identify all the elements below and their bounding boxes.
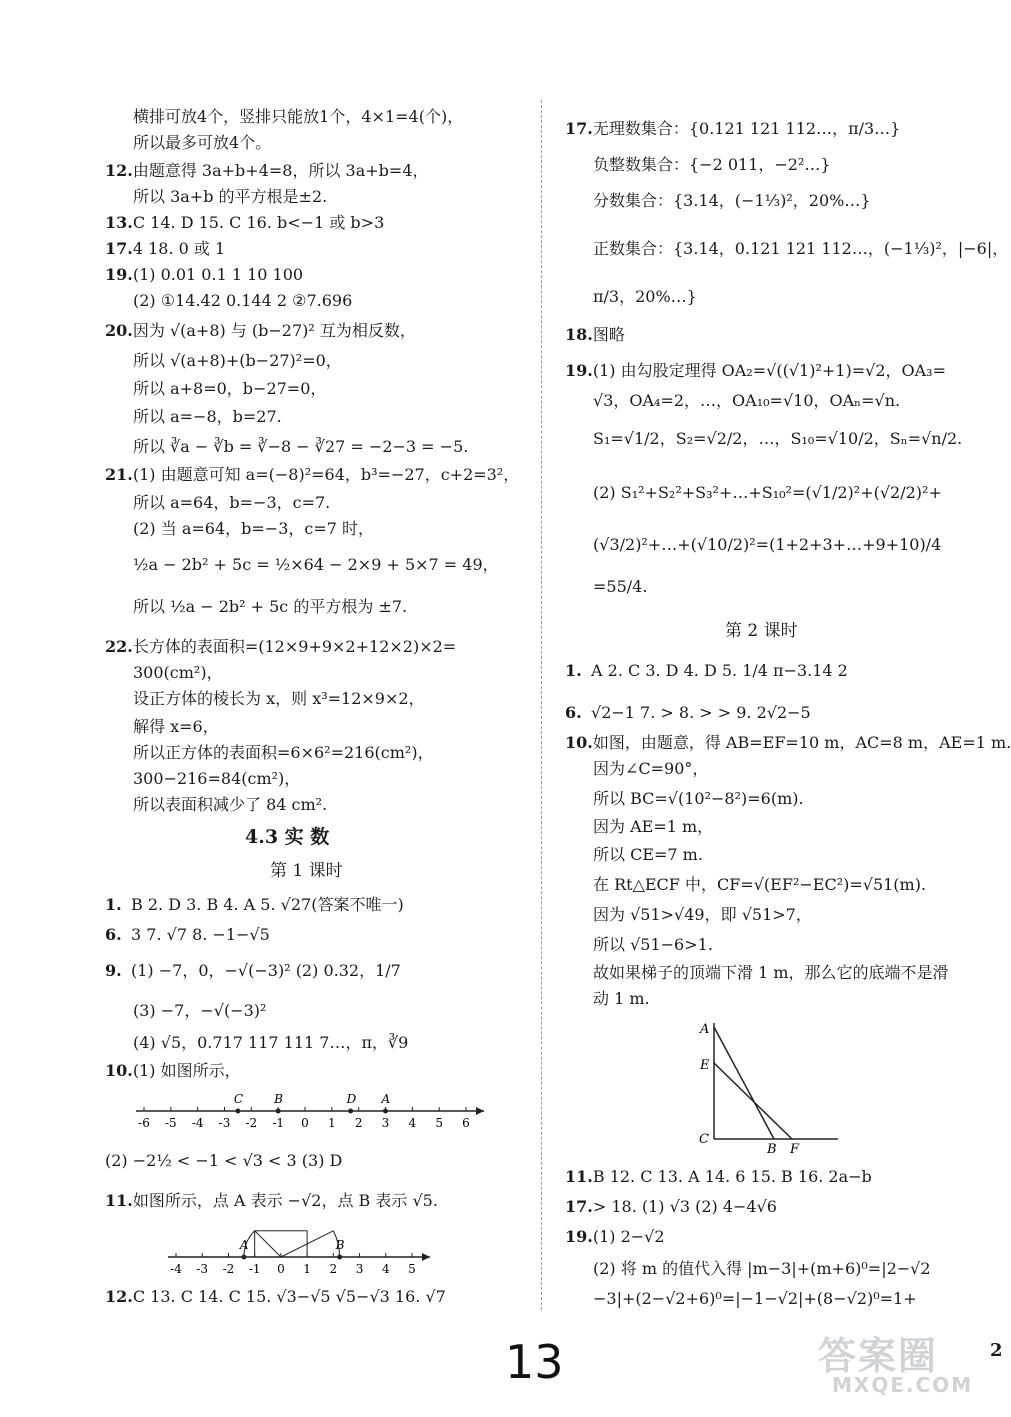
answer-line <box>565 360 946 382</box>
answer-line <box>105 436 468 458</box>
answer-line <box>105 768 300 790</box>
question-number: 12. <box>105 161 133 180</box>
answer-text: 横排可放4个，竖排只能放1个，4×1=4(个)， <box>133 107 464 126</box>
answer-text: 4 18. 0 或 1 <box>132 239 226 258</box>
answer-text: (2) −2½ < −1 < √3 < 3 (3) D <box>105 1151 343 1170</box>
tick-label: 4 <box>408 1116 417 1130</box>
answer-text: 所以 √(a+8)+(b−27)²=0， <box>133 351 342 370</box>
point-label: A <box>381 1092 391 1106</box>
answer-line <box>725 620 798 642</box>
answer-text: 设正方体的棱长为 x，则 x³=12×9×2， <box>133 689 425 708</box>
answer-text: (4) √5，0.717 117 111 7…，π，∛9 <box>133 1033 409 1052</box>
tick-label: -5 <box>164 1116 177 1130</box>
watermark-logo-text: 答案圈 <box>818 1334 939 1378</box>
answer-line <box>105 636 456 658</box>
point-label: D <box>346 1092 357 1106</box>
answer-text: (2) 当 a=64，b=−3，c=7 时， <box>133 519 375 538</box>
answer-text: A 2. C 3. D 4. D 5. 1/4 π−3.14 2 <box>591 661 848 680</box>
ladder-diagram <box>690 1015 850 1155</box>
question-number: 20. <box>105 321 133 340</box>
answer-line <box>565 660 848 682</box>
question-number: 17. <box>565 119 593 138</box>
answer-line <box>565 816 713 838</box>
answer-text: 3 7. √7 8. −1−√5 <box>131 925 270 944</box>
point-marker <box>348 1109 353 1114</box>
label-e: E <box>700 1058 710 1073</box>
answer-text: (3) −7，−√(−3)² <box>133 1001 267 1020</box>
answer-text: 因为∠C=90°， <box>593 759 709 778</box>
answer-text: 无理数集合：{0.121 121 112…，π/3…} <box>592 119 901 138</box>
answer-text: (1) −7，0，−√(−3)² (2) 0.32，1/7 <box>131 961 401 980</box>
answer-line <box>565 1226 665 1248</box>
answer-text: 所以 ½a − 2b² + 5c 的平方根为 ±7. <box>133 597 408 616</box>
point-label: A <box>239 1238 249 1252</box>
question-number: 19. <box>565 1227 593 1246</box>
question-number: 12. <box>105 1287 133 1306</box>
answer-line <box>105 596 407 618</box>
label-c: C <box>699 1132 709 1147</box>
answer-line <box>105 960 401 982</box>
answer-text: 所以 a=64，b=−3，c=7. <box>133 493 331 512</box>
answer-text: 第 2 课时 <box>725 621 798 641</box>
answer-line <box>565 934 713 956</box>
answer-line <box>105 238 225 260</box>
answer-text: 因为 √(a+8) 与 (b−27)² 互为相反数， <box>132 321 416 340</box>
answer-text: > 18. (1) √3 (2) 4−4√6 <box>592 1197 777 1216</box>
tick-label: -2 <box>222 1262 235 1276</box>
tick-label: 2 <box>329 1262 338 1276</box>
point-marker <box>235 1109 240 1114</box>
column-divider <box>541 100 542 1310</box>
answer-line <box>105 894 404 916</box>
tick-label: 3 <box>381 1116 390 1130</box>
tick-label: -4 <box>170 1262 182 1276</box>
answer-line <box>105 688 425 710</box>
answer-text: (1) 0.01 0.1 1 10 100 <box>132 265 304 284</box>
answer-line <box>105 320 416 342</box>
answer-line <box>565 1258 931 1280</box>
tick-label: 4 <box>381 1262 390 1276</box>
diagonal-left <box>255 1231 281 1257</box>
answer-line <box>565 118 900 140</box>
answer-line <box>105 554 499 576</box>
answer-line <box>565 1196 777 1218</box>
answer-line <box>105 350 342 372</box>
answer-text: 如图所示，点 A 表示 −√2，点 B 表示 √5. <box>132 1191 438 1210</box>
question-number: 1. <box>565 661 582 680</box>
answer-line <box>105 794 327 816</box>
tick-label: 0 <box>277 1262 285 1276</box>
answer-text: C 14. D 15. C 16. b<−1 或 b>3 <box>132 213 385 232</box>
question-number: 18. <box>565 325 593 344</box>
tick-label: 1 <box>303 1262 311 1276</box>
point-label: B <box>335 1238 345 1252</box>
answer-text: S₁=√1/2，S₂=√2/2，…，S₁₀=√10/2，Sₙ=√n/2. <box>593 429 963 448</box>
answer-line <box>105 160 429 182</box>
point-label: C <box>233 1092 244 1106</box>
question-number: 9. <box>105 961 122 980</box>
answer-line <box>105 1032 408 1054</box>
answer-line <box>105 924 270 946</box>
section-heading: 4.3 实 数 <box>245 826 330 848</box>
answer-line <box>565 576 647 598</box>
axis-arrow <box>476 1107 484 1115</box>
answer-text: π/3，20%…} <box>593 287 697 306</box>
answer-line <box>565 732 1011 754</box>
axis-arrow <box>422 1253 430 1261</box>
question-number: 1. <box>105 895 122 914</box>
answer-text: (√3/2)²+…+(√10/2)²=(1+2+3+…+9+10)/4 <box>593 535 942 554</box>
number-line-2 <box>158 1215 458 1280</box>
point-marker <box>276 1109 281 1114</box>
tick-label: 2 <box>354 1116 363 1130</box>
number-line-1 <box>128 1085 488 1135</box>
answer-line <box>105 518 374 540</box>
label-a: A <box>700 1022 710 1037</box>
answer-text: (1) 由勾股定理得 OA₂=√((√1)²+1)=√2，OA₃= <box>592 361 946 380</box>
answer-line <box>105 1060 241 1082</box>
answer-text: 所以 3a+b 的平方根是±2. <box>133 187 328 206</box>
answer-text: −3|+(2−√2+6)⁰=|−1−√2|+(8−√2)⁰=1+ <box>593 1289 917 1308</box>
answer-text: 所以 √51−6>1. <box>593 935 713 954</box>
answer-text: (2) ①14.42 0.144 2 ②7.696 <box>133 291 353 310</box>
label-f: F <box>790 1142 800 1157</box>
answer-line <box>105 716 219 738</box>
answer-text: ½a − 2b² + 5c = ½×64 − 2×9 + 5×7 = 49， <box>133 555 499 574</box>
answer-text: 如图，由题意，得 AB=EF=10 m，AC=8 m，AE=1 m. <box>592 733 1011 752</box>
answer-text: 动 1 m. <box>593 989 650 1008</box>
tick-label: 5 <box>435 1116 443 1130</box>
answer-text: 长方体的表面积=(12×9+9×2+12×2)×2= <box>132 637 457 656</box>
answer-text: =55/4. <box>593 577 648 596</box>
answer-line <box>105 662 223 684</box>
question-number: 22. <box>105 637 133 656</box>
question-number: 10. <box>565 733 593 752</box>
answer-line <box>565 154 831 176</box>
question-number: 17. <box>105 239 133 258</box>
answer-text: B 2. D 3. B 4. A 5. √27(答案不唯一) <box>131 895 404 914</box>
answer-text: (1) 由题意可知 a=(−8)²=64，b³=−27，c+2=3²， <box>132 465 520 484</box>
page-number: 2 <box>990 1340 1003 1361</box>
answer-line <box>565 962 949 984</box>
point-marker <box>383 1109 388 1114</box>
answer-line <box>565 702 811 724</box>
answer-line <box>105 378 326 400</box>
tick-label: 3 <box>355 1262 364 1276</box>
answer-line <box>105 742 434 764</box>
answer-line <box>105 1000 266 1022</box>
answer-line <box>565 844 703 866</box>
answer-text: √3，OA₄=2，…，OA₁₀=√10，OAₙ=√n. <box>593 391 901 410</box>
answer-text: 解得 x=6， <box>133 717 219 736</box>
answer-text: 所以 BC=√(10²−8²)=6(m). <box>593 789 804 808</box>
answer-line <box>565 1288 917 1310</box>
answer-text: (1) 如图所示， <box>132 1061 241 1080</box>
tick-label: -3 <box>196 1262 209 1276</box>
answer-text: 因为 √51>√49，即 √51>7， <box>593 905 812 924</box>
answer-line <box>565 238 1008 260</box>
answer-text: 图略 <box>592 325 625 344</box>
answer-text: 分数集合：{3.14，(−1⅓)²，20%…} <box>593 191 871 210</box>
answer-line <box>105 264 303 286</box>
tick-label: -1 <box>248 1262 261 1276</box>
answer-text: 300−216=84(cm²)， <box>133 769 301 788</box>
answer-text: 所以表面积减少了 84 cm². <box>133 795 328 814</box>
question-number: 11. <box>565 1167 593 1186</box>
answer-line <box>565 534 941 556</box>
answer-line <box>565 904 812 926</box>
tick-label: -4 <box>191 1116 204 1130</box>
tick-label: -3 <box>218 1116 231 1130</box>
tick-label: 1 <box>328 1116 336 1130</box>
tick-label: -2 <box>245 1116 258 1130</box>
question-number: 19. <box>105 265 133 284</box>
answer-text: 正数集合：{3.14，0.121 121 112…，(−1⅓)²，|−6|， <box>593 239 1009 258</box>
question-number: 6. <box>565 703 582 722</box>
tick-label: -1 <box>272 1116 285 1130</box>
ladder-after <box>714 1063 792 1139</box>
question-number: 21. <box>105 465 133 484</box>
tick-label: 6 <box>462 1116 470 1130</box>
answer-text: √2−1 7. > 8. > > 9. 2√2−5 <box>591 703 811 722</box>
answer-line <box>565 874 926 896</box>
question-number: 11. <box>105 1191 133 1210</box>
answer-line <box>105 186 327 208</box>
answer-line <box>565 758 708 780</box>
answer-line <box>105 406 282 428</box>
answer-line <box>105 1286 446 1308</box>
ladder-before <box>714 1027 774 1139</box>
answer-line <box>565 1166 872 1188</box>
answer-text: 故如果梯子的顶端下滑 1 m，那么它的底端不是滑 <box>593 963 949 982</box>
answer-text: C 13. C 14. C 15. √3−√5 √5−√3 16. √7 <box>132 1287 446 1306</box>
answer-text: 300(cm²)， <box>133 663 223 682</box>
answer-line <box>565 324 625 346</box>
answer-line <box>105 492 330 514</box>
handwritten-page-number: 13 <box>505 1335 564 1389</box>
answer-line <box>105 1190 438 1212</box>
tick-label: 5 <box>408 1262 416 1276</box>
answer-line <box>105 1150 342 1172</box>
answer-text: (2) S₁²+S₂²+S₃²+…+S₁₀²=(√1/2)²+(√2/2)²+ <box>593 483 942 502</box>
question-number: 10. <box>105 1061 133 1080</box>
question-number: 6. <box>105 925 122 944</box>
answer-text: 所以 ∛a − ∛b = ∛−8 − ∛27 = −2−3 = −5. <box>133 437 469 456</box>
answer-line <box>565 190 871 212</box>
answer-line <box>105 212 384 234</box>
answer-text: 由题意得 3a+b+4=8，所以 3a+b=4， <box>132 161 429 180</box>
question-number: 17. <box>565 1197 593 1216</box>
tick-label: -6 <box>138 1116 150 1130</box>
answer-line <box>105 290 352 312</box>
answer-line <box>565 286 697 308</box>
answer-line <box>565 482 942 504</box>
answer-text: (1) 2−√2 <box>592 1227 665 1246</box>
answer-line <box>565 788 804 810</box>
question-number: 19. <box>565 361 593 380</box>
answer-text: 所以 a+8=0，b−27=0， <box>133 379 327 398</box>
answer-text: 所以正方体的表面积=6×6²=216(cm²)， <box>133 743 434 762</box>
watermark-url: MXQE.COM <box>832 1373 974 1397</box>
watermark <box>818 1325 974 1397</box>
answer-line <box>565 428 962 450</box>
answer-text: 负整数集合：{−2 011，−2²…} <box>593 155 831 174</box>
answer-line <box>105 106 463 128</box>
question-number: 13. <box>105 213 133 232</box>
tick-label: 0 <box>301 1116 309 1130</box>
answer-line <box>565 390 900 412</box>
answer-text: B 12. C 13. A 14. 6 15. B 16. 2a−b <box>592 1167 872 1186</box>
label-b: B <box>767 1142 777 1157</box>
answer-text: 所以 a=−8，b=27. <box>133 407 282 426</box>
answer-line <box>105 132 271 154</box>
answer-text: 所以最多可放4个。 <box>133 133 272 152</box>
point-label: B <box>274 1092 283 1106</box>
lesson-heading: 第 1 课时 <box>270 861 343 881</box>
answer-line <box>565 988 650 1010</box>
answer-text: 所以 CE=7 m. <box>593 845 703 864</box>
answer-text: (2) 将 m 的值代入得 |m−3|+(m+6)⁰=|2−√2 <box>593 1259 931 1278</box>
answer-text: 因为 AE=1 m， <box>593 817 714 836</box>
answer-text: 在 Rt△ECF 中，CF=√(EF²−EC²)=√51(m). <box>593 875 927 894</box>
answer-line <box>105 464 519 486</box>
